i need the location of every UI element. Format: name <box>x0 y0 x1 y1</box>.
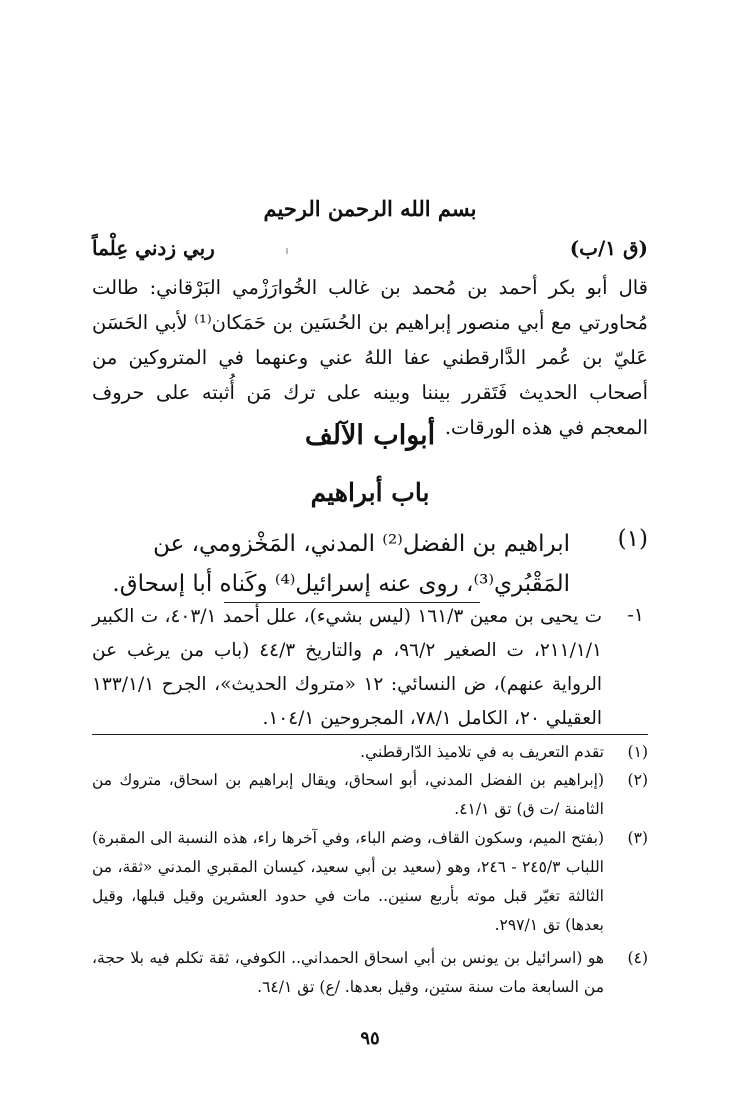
page-number: ٩٥ <box>360 1028 380 1049</box>
footnote-1-number: (١) <box>627 743 648 761</box>
intro-paragraph: قال أبو بكر أحمد بن مُحمد بن غالب الخُوارَزْمي البَرْقاني: طالت مُحاورتي مع أبي منصور إبراهيم بن الحُسَين بن حَمَكان⁽¹⁾ لأبي الحَسَن عَليّ بن عُمر الدَّارقطني عفا اللهُ عني وعنهما في المتروكين من أصحاب الحديث فَتَقرر بيننا وبينه على ترك مَن أُثبته على حروف المعجم في هذه الورقات. <box>92 276 648 439</box>
footnote-3 <box>92 824 648 940</box>
references-text: ت يحيى بن معين ١٦١/٣ (ليس بشيء)، علل أحمد ٤٠٣/١، ت الكبير ٢١١/١/١، ت الصغير ٩٦/٢، م والتاريخ ٤٤/٣ (باب من يرغب عن الرواية عنهم)، ض النسائي: ١٢ «متروك الحديث»، الجرح ١٣٣/١/١ العقيلي ٢٠، الكامل ٧٨/١، المجروحين ١٠٤/١. <box>92 606 602 729</box>
opening-prayer: ربي زدني عِلْماً <box>92 236 215 260</box>
footnote-2 <box>92 766 648 824</box>
footnote-1-text: تقدم التعريف به في تلاميذ الدّارقطني. <box>360 743 604 761</box>
footnote-2-text: (إبراهيم بن الفضل المدني، أبو اسحاق، ويقال إبراهيم بن اسحاق، متروك من الثامنة /ت ق) تق ٤١/١. <box>92 771 604 818</box>
footnote-3-text: (بفتح الميم، وسكون القاف، وضم الباء، وفي آخرها راء، هذه النسبة الى المقبرة) اللباب ٢٤٥/٣ - ٢٤٦، وهو (سعيد بن أبي سعيد، كيسان المقبري المدني «ثقة، من الثالثة تغيّر قبل موته بأربع سنين.. مات في حدود العشرين وقيل قبلها، وقيل بعدها) تق ٢٩٧/١. <box>92 829 604 934</box>
basmala-heading: بسم الله الرحمن الرحيم <box>263 196 477 221</box>
footnote-4-number: (٤) <box>627 949 648 967</box>
references-number: ١- <box>627 604 644 626</box>
footnote-2-number: (٢) <box>627 771 648 789</box>
footnote-3-number: (٣) <box>627 829 648 847</box>
entry-number: (١) <box>617 526 648 552</box>
footnotes-divider <box>92 734 648 735</box>
footnote-4-text: هو (اسرائيل بن يونس بن أبي اسحاق الحمداني.. الكوفي، ثقة تكلم فيه بلا حجة، من السابعة مات سنة ستين، وقيل بعدها. /ع) تق ٦٤/١. <box>92 949 604 996</box>
chapter-title: باب أبراهيم <box>310 478 430 507</box>
section-title: أبواب الآلف <box>304 420 436 451</box>
ink-speck <box>286 248 288 254</box>
entry-text: ابراهيم بن الفضل⁽²⁾ المدني، المَخْزومي، عن المَقْبُري⁽³⁾، روى عنه إسرائيل⁽⁴⁾ وكَناه أبا إسحاق. <box>112 531 570 597</box>
footnote-1 <box>92 738 648 767</box>
folio-reference: (ق ١/ب) <box>569 236 648 260</box>
footnote-4 <box>92 944 648 1002</box>
